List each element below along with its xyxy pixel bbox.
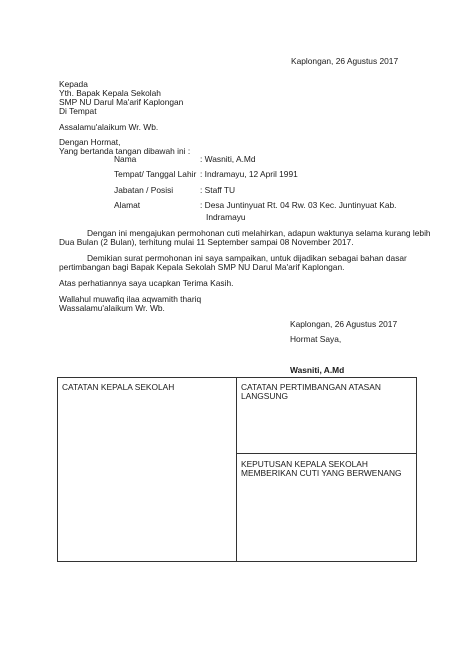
box-catatan-kepala-sekolah-label: CATATAN KEPALA SEKOLAH [62,382,175,392]
box-keputusan-label-1: KEPUTUSAN KEPALA SEKOLAH [241,459,368,469]
box-catatan-atasan [236,377,417,454]
closing-line-2: Wassalamu'alaikum Wr. Wb. [59,303,165,313]
paragraph-1-line-2: Dua Bulan (2 Bulan), terhitung mulai 11 September sampai 08 November 2017. [59,237,354,247]
field-value-alamat-cont: Indramayu [206,212,246,222]
field-value-jabatan: : Staff TU [200,185,236,195]
box-catatan-atasan-label-1: CATATAN PERTIMBANGAN ATASAN [241,382,381,392]
field-label-ttl: Tempat/ Tanggal Lahir [114,169,197,179]
letter-date-top: Kaplongan, 26 Agustus 2017 [291,56,399,66]
field-label-jabatan: Jabatan / Posisi [114,185,174,195]
box-keputusan-label-2: MEMBERIKAN CUTI YANG BERWENANG [241,468,402,478]
box-catatan-kepala-sekolah [57,377,237,562]
signature-place-date: Kaplongan, 26 Agustus 2017 [290,319,398,329]
signer-name: Wasniti, A.Md [290,365,345,375]
closing-line-1: Wallahul muwafiq ilaa aqwamith thariq [59,294,202,304]
signature-hormat: Hormat Saya, [290,334,342,344]
field-value-nama: : Wasniti, A.Md [200,154,256,164]
opening-line-1: Dengan Hormat, [59,137,121,147]
paragraph-1-line-1: Dengan ini mengajukan permohonan cuti melahirkan, adapun waktunya selama kurang lebih [87,228,431,238]
field-label-nama: Nama [114,154,137,164]
recipient-line-1: Yth. Bapak Kepala Sekolah [59,88,161,98]
thanks-line: Atas perhatiannya saya ucapkan Terima Kasih. [59,278,234,288]
recipient-line-2: SMP NU Darul Ma'arif Kaplongan [59,97,184,107]
recipient-line-3: Di Tempat [59,106,97,116]
opening-line-2: Yang bertanda tangan dibawah ini : [59,146,191,156]
field-value-alamat: : Desa Juntinyuat Rt. 04 Rw. 03 Kec. Juntinyuat Kab. [200,200,397,210]
kepada-label: Kepada [59,79,88,89]
field-label-alamat: Alamat [114,200,141,210]
salam-greeting: Assalamu'alaikum Wr. Wb. [59,122,159,132]
field-value-ttl: : Indramayu, 12 April 1991 [200,169,298,179]
paragraph-2-line-1: Demikian surat permohonan ini saya sampaikan, untuk dijadikan sebagai bahan dasar [87,253,407,263]
paragraph-2-line-2: pertimbangan bagi Bapak Kepala Sekolah SMP NU Darul Ma'arif Kaplongan. [59,262,345,272]
box-catatan-atasan-label-2: LANGSUNG [241,391,289,401]
box-keputusan-kepala-sekolah [236,453,417,562]
